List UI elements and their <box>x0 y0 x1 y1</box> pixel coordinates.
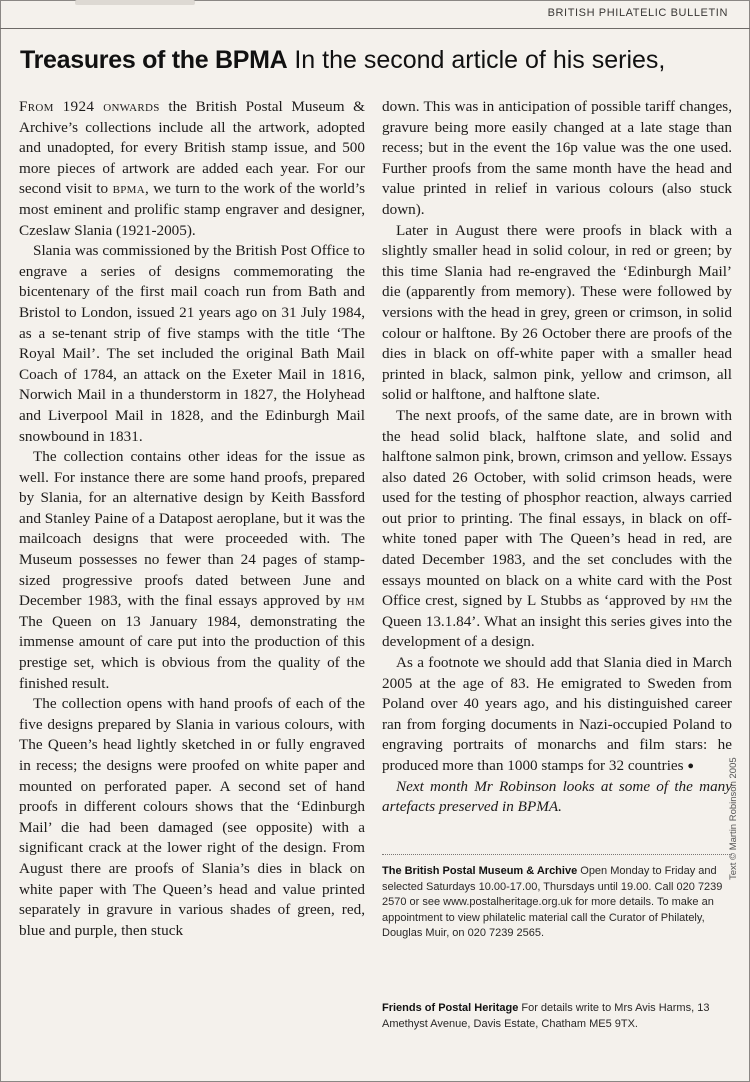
article-column-right <box>382 97 732 818</box>
museum-info <box>382 864 734 942</box>
end-bullet-icon: ● <box>687 760 695 772</box>
next-month-note: Next month Mr Robinson looks at some of the many artefacts preserved in BPMA. <box>382 777 732 816</box>
paragraph: The next proofs, of the same date, are in brown with the head solid black, halftone slate, and solid and halftone salmon pink, brown, crimson and yellow. Essays also dated 26 October, with solid crimson heads, were used for the testing of phosphor reaction, always carried out prior to printing. The final essays, in black on off-white toned paper with The Queen’s head in red, are dated December 1983, and the set concludes with the essays mounted on black on a white card with the Post Office crest, signed by L Stubbs as ‘approved by hm the Queen 13.1.84’. What an insight this series gives into the development of a design. <box>382 406 732 651</box>
photo-credit: Text © Martin Robinson 2005 <box>728 757 739 880</box>
header-smudge <box>75 0 195 5</box>
friends-name: Friends of Postal Heritage <box>382 1002 519 1014</box>
paragraph: From 1924 onwards the British Postal Museum & Archive’s collections include all the artwork, adopted and unadopted, for every British stamp issue, and 500 more pieces of artwork are added each year. For our second visit to bpma, we turn to the work of the world’s most eminent and prolific stamp engraver and designer, Czeslaw Slania (1921-2005). <box>19 98 365 239</box>
paragraph: The collection opens with hand proofs of each of the five designs prepared by Slania in various colours, with The Queen’s head lightly sketched in or fully engraved in recess; the designs were proofed on white paper and mounted on perforated paper. A second set of hand proofs in different colours shows that the ‘Edinburgh Mail’ die had been damaged (see opposite) with a significant crack at the lower right of the design. From August there are proofs of Slania’s dies in black on white paper with The Queen’s head and value printed separately in gravure in various shades of green, red, blue and purple, then stuck <box>19 695 365 939</box>
paragraph: As a footnote we should add that Slania died in March 2005 at the age of 83. He emigrated to Sweden from Poland over 40 years ago, and his distinguished career ran from forging documents in Nazi-occupied Poland to engraving portraits of monarchs and film stars: he produced more than 1000 stamps for 32 countries ● <box>382 654 732 774</box>
drop-lead: From 1924 onwards <box>19 98 160 115</box>
paragraph: Slania was commissioned by the British Post Office to engrave a series of designs commemorating the bicentenary of the first mail coach run from Bath and Bristol to London, issued 21 years ago on 31 July 1984, as a se-tenant strip of five stamps with the title ‘The Royal Mail’. The set included the original Bath Mail Coach of 1784, an attack on the Exeter Mail in 1816, Norwich Mail in a thunderstorm in 1827, the Holyhead and Liverpool Mail in 1828, and the Edinburgh Mail snowbound in 1831. <box>19 242 365 445</box>
header-rule <box>0 28 750 29</box>
journal-title: BRITISH PHILATELIC BULLETIN <box>547 7 728 19</box>
paragraph: down. This was in anticipation of possible tariff changes, gravure being more easily changed at a late stage than recess; but in the event the 16p value was the one used. Further proofs from the same month have the head and value printed in relief in various colours (also stuck down). <box>382 98 732 218</box>
headline-standfirst: In the second article of his series, <box>294 46 666 74</box>
headline-title: Treasures of the BPMA <box>20 46 288 74</box>
article-headline <box>20 44 748 76</box>
running-head <box>0 0 750 28</box>
info-divider <box>382 854 732 855</box>
friends-info <box>382 1001 734 1032</box>
paragraph: The collection contains other ideas for the issue as well. For instance there are some hand proofs, prepared by Slania, for an alternative design by Keith Bassford and Stanley Paine of a Datapost aeroplane, but it was the mailcoach designs that were proceeded with. The Museum possesses no fewer than 24 pages of stamp-sized progressive proofs dated between June and December 1983, with the final essays approved by hm The Queen on 13 January 1984, demonstrating the immense amount of care put into the production of this prestige set, which is obvious from the quality of the finished result. <box>19 448 365 692</box>
museum-details: Open Monday to Friday and selected Saturdays 10.00-17.00, Thursdays until 19.00. Call 020 7239 2570 or see www.postalheritage.org.uk for more details. To make an appointment to view philatelic material call the Curator of Philately, Douglas Muir, on 020 7239 2565. <box>382 865 723 940</box>
friends-details: For details write to Mrs Avis Harms, 13 Amethyst Avenue, Davis Estate, Chatham ME5 9TX. <box>382 1002 710 1030</box>
museum-name: The British Postal Museum & Archive <box>382 865 578 877</box>
article-column-left <box>19 97 365 941</box>
paragraph: Later in August there were proofs in black with a slightly smaller head in solid colour, in red or green; by this time Slania had re-engraved the ‘Edinburgh Mail’ die (apparently from memory). These were followed by versions with the head in grey, green or crimson, in solid colour or halftone. By 26 October there are proofs of the dies in black on off-white paper with a smaller head printed in black, salmon pink, yellow and crimson, all solid or halftone, and halftone slate. <box>382 221 732 404</box>
